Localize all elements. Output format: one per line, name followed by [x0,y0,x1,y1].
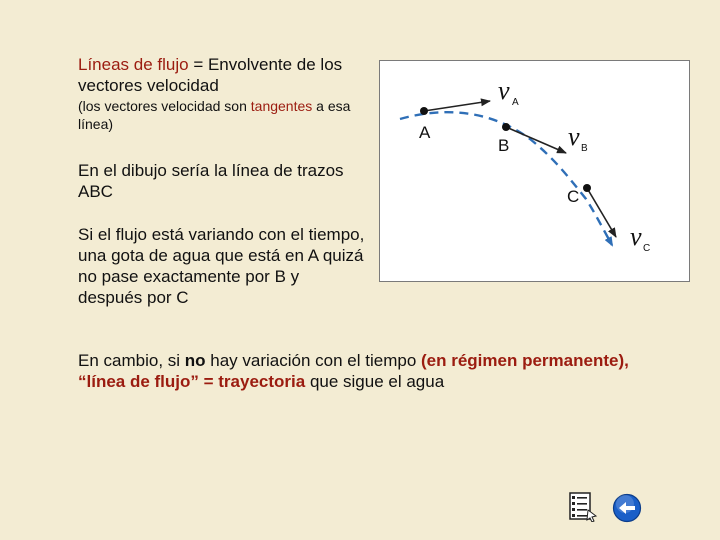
unsteady-flow-explanation: Si el flujo está variando con el tiempo, una gota de agua que está en A quizá no pase exactamente por B y después por C [78,225,365,307]
streamline-svg [380,61,689,281]
steady-post: que sigue el agua [305,372,445,391]
vector-a-symbol: v [498,76,510,105]
streamline-def-text: = Envolvente de los vectores velocidad [78,55,343,95]
point-c-dot [583,184,591,192]
streamline-diagram [379,60,690,282]
vector-b-symbol: v [568,122,580,151]
steady-pre: En cambio, si [78,351,185,370]
back-button[interactable] [612,493,642,523]
steady-regime: (en régimen permanente), “línea de flujo” = trayectoria [78,351,629,391]
streamline-definition [78,54,368,133]
point-c-label: C [567,187,580,206]
drawing-explanation: En el dibujo sería la línea de trazos ABC [78,161,344,201]
tangent-note [78,97,368,133]
streamline-dashed-curve [400,112,612,245]
point-b-dot [502,123,510,131]
tangent-note-pre: (los vectores velocidad son [78,98,251,114]
tangent-note-post: a esa línea) [78,98,351,132]
point-b-label: B [498,136,510,155]
tangent-word: tangentes [250,98,313,114]
velocity-vector-b [506,127,566,153]
steady-flow-explanation [78,350,638,392]
vector-c-subscript: C [643,243,651,254]
vector-c-symbol: v [630,222,642,251]
point-a-dot [420,107,428,115]
velocity-vector-a [424,101,490,111]
vector-a-subscript: A [512,97,519,108]
velocity-vector-c [587,188,616,237]
index-list-icon [568,492,598,522]
steady-mid: hay variación con el tiempo [205,351,421,370]
back-arrow-icon [612,493,642,523]
streamline-term: Líneas de flujo [78,55,189,74]
vector-b-subscript: B [581,143,588,154]
index-button[interactable] [568,492,598,522]
point-a-label: A [419,123,431,142]
steady-no: no [184,351,206,370]
